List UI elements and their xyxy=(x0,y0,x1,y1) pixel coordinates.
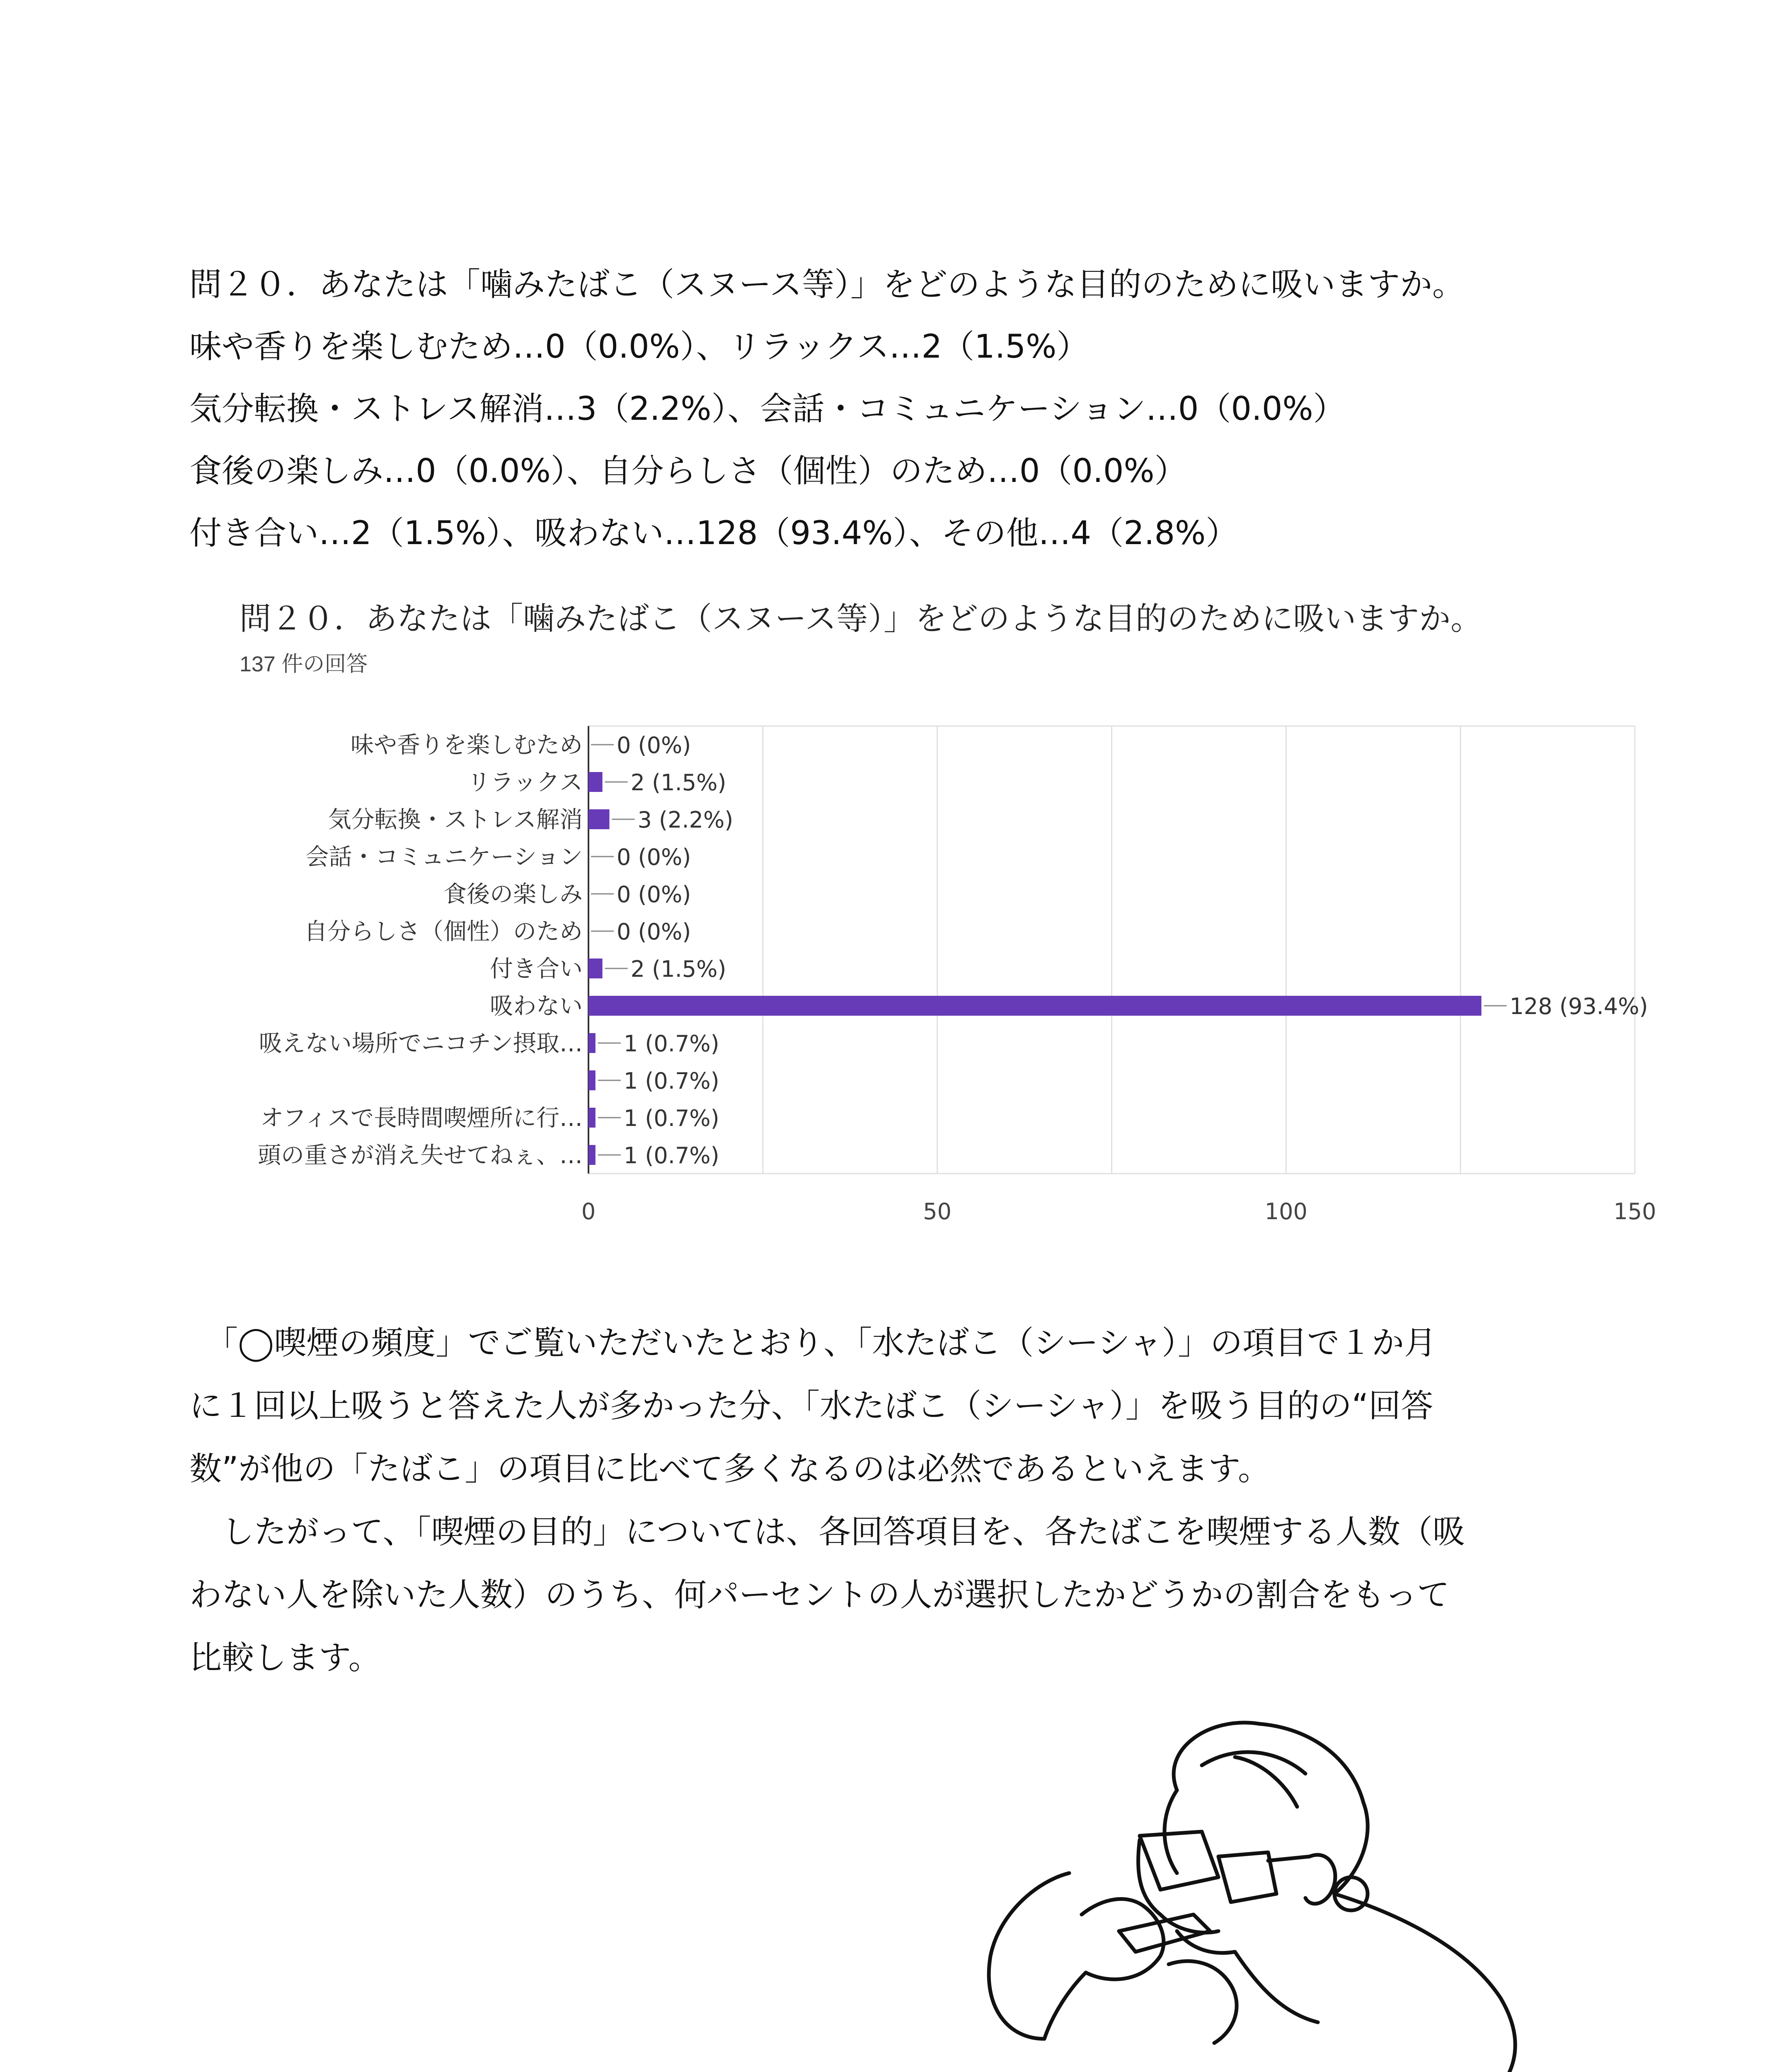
bar xyxy=(588,959,603,978)
summary-line: 付き合い…2（1.5%）、吸わない…128（93.4%）、その他…4（2.8%） xyxy=(189,515,1238,552)
data-label: 1 (0.7%) xyxy=(623,1105,719,1131)
body-line: 比較します。 xyxy=(189,1639,381,1677)
data-label: 128 (93.4%) xyxy=(1509,993,1648,1019)
data-label: 0 (0%) xyxy=(617,844,691,870)
body-line: わない人を除いた人数）のうち、何パーセントの人が選択したかどうかの割合をもって xyxy=(189,1576,1450,1614)
category-label: リラックス xyxy=(467,769,583,796)
data-label: 1 (0.7%) xyxy=(623,1031,719,1057)
bar xyxy=(588,1070,596,1090)
data-label: 0 (0%) xyxy=(617,919,691,945)
question-summary xyxy=(189,254,1640,564)
bar xyxy=(588,809,610,829)
summary-line: 味や香りを楽しむため…0（0.0%）、リラックス…2（1.5%） xyxy=(189,328,1089,366)
summary-line: 気分転換・ストレス解消…3（2.2%）、会話・コミュニケーション…0（0.0%） xyxy=(189,390,1346,428)
data-label: 0 (0%) xyxy=(617,881,691,908)
category-label: 自分らしさ（個性）のため xyxy=(304,918,583,945)
category-label: オフィスで長時間喫煙所に行… xyxy=(260,1105,583,1132)
category-label: 付き合い xyxy=(490,956,583,983)
bar xyxy=(588,996,1482,1016)
bar-chart xyxy=(0,704,1782,1256)
chart-title: 問２０．あなたは「噛みたばこ（スヌース等）」をどのような目的のために吸いますか。 xyxy=(240,601,1482,637)
x-tick-label: 100 xyxy=(1264,1198,1307,1225)
category-label: 頭の重さが消え失せてねぇ、… xyxy=(258,1142,583,1169)
body-line: 「◯喫煙の頻度」でご覧いただいたとおり、「水たばこ（シーシャ）」の項目で１か月 xyxy=(189,1324,1437,1362)
person-using-snus-illustration xyxy=(945,1699,1629,2072)
data-label: 2 (1.5%) xyxy=(630,770,726,796)
data-label: 1 (0.7%) xyxy=(623,1143,719,1169)
chart-response-count: 137 件の回答 xyxy=(240,652,368,676)
data-label: 0 (0%) xyxy=(617,732,691,758)
category-label: 会話・コミュニケーション xyxy=(305,844,583,871)
category-label: 吸えない場所でニコチン摂取… xyxy=(259,1030,583,1057)
body-line: に１回以上吸うと答えた人が多かった分、「水たばこ（シーシャ）」を吸う目的の“回答 xyxy=(189,1387,1433,1425)
data-label: 3 (2.2%) xyxy=(637,807,734,833)
bar xyxy=(588,1145,596,1165)
category-label: 吸わない xyxy=(490,993,583,1020)
category-label: 味や香りを楽しむため xyxy=(351,732,583,759)
x-tick-label: 0 xyxy=(581,1198,596,1225)
body-line: したがって、「喫煙の目的」については、各回答項目を、各たばこを喫煙する人数（吸 xyxy=(189,1513,1465,1551)
bar xyxy=(588,1108,596,1128)
summary-question: 問２０．あなたは「噛みたばこ（スヌース等）」をどのような目的のために吸いますか。 xyxy=(189,266,1465,303)
data-label: 2 (1.5%) xyxy=(630,956,726,982)
summary-line: 食後の楽しみ…0（0.0%）、自分らしさ（個性）のため…0（0.0%） xyxy=(189,453,1187,490)
x-tick-label: 150 xyxy=(1613,1198,1656,1225)
body-text xyxy=(189,1312,1640,1690)
bar xyxy=(588,1033,596,1053)
category-label: 食後の楽しみ xyxy=(443,881,583,908)
data-label: 1 (0.7%) xyxy=(623,1068,719,1094)
category-label: 気分転換・ストレス解消 xyxy=(328,806,583,833)
x-tick-label: 50 xyxy=(923,1198,952,1225)
bar xyxy=(588,772,603,792)
body-line: 数”が他の「たばこ」の項目に比べて多くなるのは必然であるといえます。 xyxy=(189,1450,1271,1488)
